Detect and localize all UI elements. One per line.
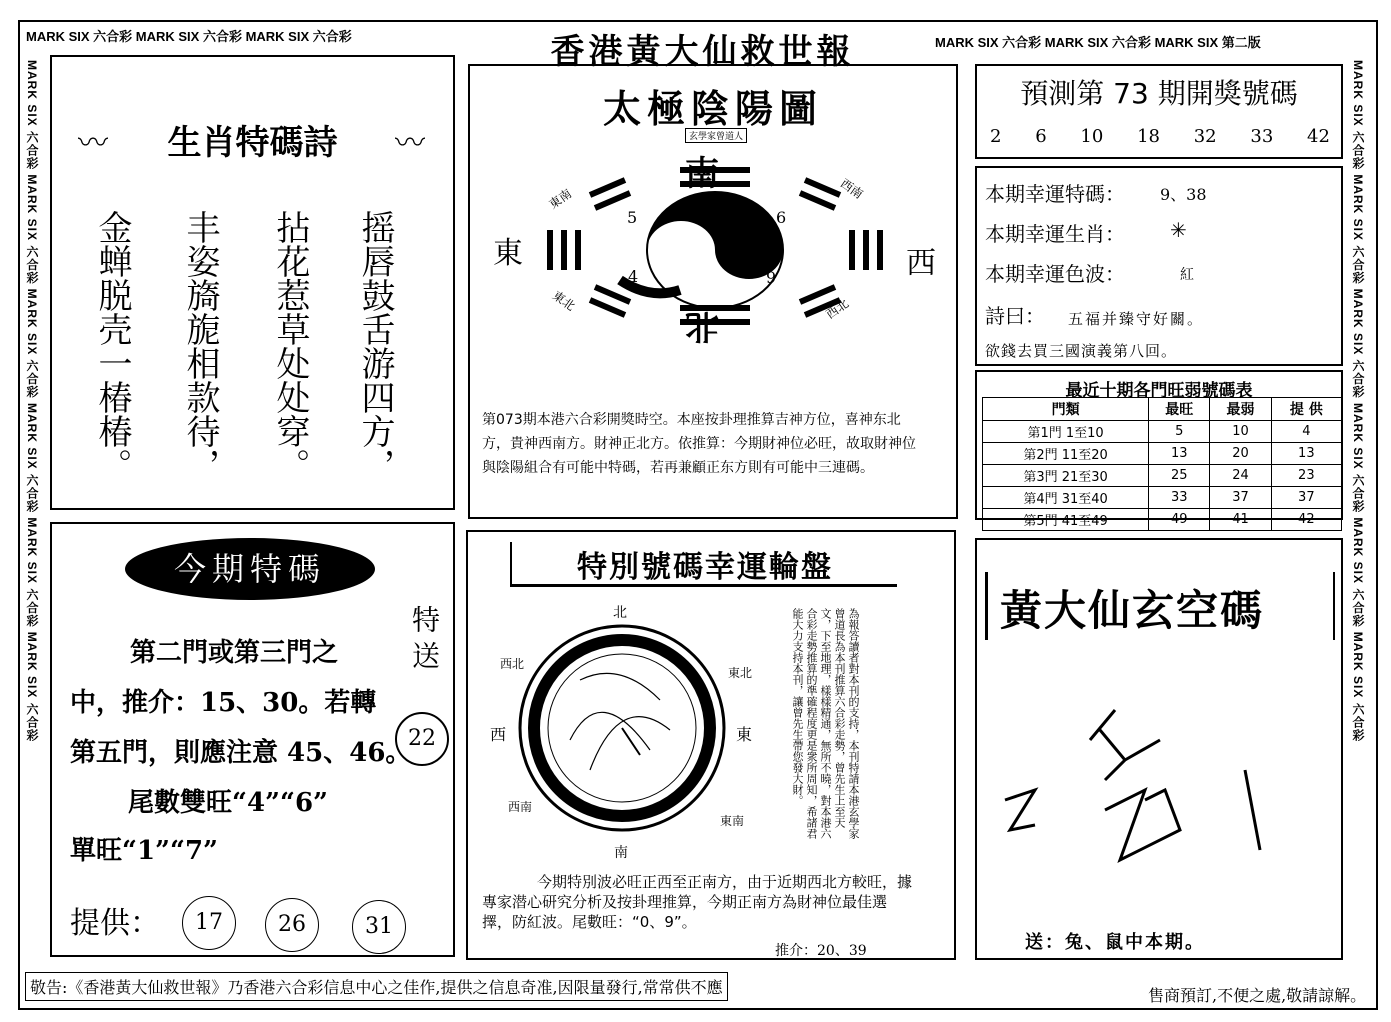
table-cell: 41: [1210, 509, 1271, 531]
table-cell: 13: [1149, 443, 1210, 465]
table-cell: 33: [1149, 487, 1210, 509]
wheel-dir-south: 南: [614, 845, 628, 861]
table-cell: 第4門 31至40: [983, 487, 1149, 509]
table-cell: 37: [1271, 487, 1341, 509]
prediction-number: 33: [1250, 126, 1274, 147]
xuankong-send: 送：兔、鼠中本期。: [1025, 932, 1205, 953]
wheel-dir-nw: 西北: [500, 657, 525, 671]
table-header-row: [983, 398, 1342, 421]
taiji-dir-ne: 東北: [549, 288, 578, 314]
table-header: 最弱: [1210, 398, 1271, 421]
taiji-caption: 玄學家曾道人: [685, 128, 747, 143]
lucky-wheel: [510, 620, 730, 835]
header-strip-left: MARK SIX 六合彩 MARK SIX 六合彩 MARK SIX 六合彩: [26, 29, 352, 44]
wheel-dir-west: 西: [490, 725, 507, 744]
prediction-number: 6: [1035, 126, 1047, 147]
prediction-title: 預測第 73 期開獎號碼: [1020, 77, 1298, 110]
wheel-vertical-text: 為報答讀者對本刊的支持，本刊特請本港玄學家曾道長為本刊推算六合彩走勢，曾先生上至天文，下至地理，樣樣精通，無所不曉，對本港六合彩走勢推算的準確程度更是衆所周知，希諸君能大力支持本刊，讓曾先生帶您發大財。: [791, 608, 860, 839]
taiji-dir-west: 西: [906, 246, 936, 281]
provide-number: 26: [265, 898, 319, 952]
poem-line-4: 金蝉脱壳一椿椿。: [92, 210, 132, 482]
provide-number: 31: [352, 900, 406, 954]
special-tesong-number: 22: [395, 712, 449, 766]
table-cell: 20: [1210, 443, 1271, 465]
taiji-num-3: 3: [728, 248, 739, 267]
lucky-special-value: 9、38: [1160, 185, 1207, 204]
table-cell: 37: [1210, 487, 1271, 509]
table-cell: 49: [1149, 509, 1210, 531]
special-tesong: 特送: [408, 605, 441, 677]
prediction-number: 10: [1080, 126, 1104, 147]
provide-number: 17: [182, 896, 236, 950]
lucky-color-label: 本期幸運色波：: [985, 262, 1125, 286]
masthead-title: 香港黃大仙救世報: [550, 32, 855, 72]
table-cell: 25: [1149, 465, 1210, 487]
poem-line-1: 摇唇鼓舌游四方，: [355, 210, 395, 482]
lucky-poem-label: 詩曰：: [985, 304, 1045, 328]
table-row: [983, 443, 1342, 465]
table-title: 最近十期各門旺弱號碼表: [1065, 381, 1253, 401]
taiji-dir-south: 南: [685, 154, 719, 194]
table-cell: 4: [1271, 421, 1341, 443]
table-cell: 第3門 21至30: [983, 465, 1149, 487]
lucky-poem-line2: 欲錢去買三國演義第八回。: [985, 342, 1178, 360]
prediction-number: 18: [1137, 126, 1160, 147]
table-cell: 第5門 41至49: [983, 509, 1149, 531]
special-line4: 尾數雙旺“4”“6”: [128, 788, 329, 818]
prediction-numbers: [990, 126, 1330, 147]
poem-line-3: 丰姿旖旎相款待，: [180, 210, 220, 482]
taiji-num-9: 9: [766, 268, 777, 287]
taiji-dir-east: 東: [493, 236, 523, 271]
table-cell: 13: [1271, 443, 1341, 465]
wheel-dir-ne: 東北: [728, 666, 753, 680]
wheel-dir-sw: 西南: [508, 800, 533, 814]
wheel-title: 特別號碼幸運輪盤: [577, 550, 833, 585]
xuankong-title: 黃大仙玄空碼: [1000, 586, 1265, 635]
prediction-number: 2: [990, 126, 1002, 147]
lucky-special-label: 本期幸運特碼：: [985, 182, 1125, 206]
wheel-bottom-text: 今期特別波必旺正西至正南方，由于近期西北方較旺，據專家潜心研究分析及按卦理推算，今期正南方為財神位最佳選擇，防紅波。尾數旺：“0、9”。: [482, 873, 913, 931]
table-row: [983, 509, 1342, 531]
taiji-dir-sw: 西南: [837, 176, 866, 202]
poem-title: 生肖特碼詩: [167, 123, 338, 163]
table-cell: 第2門 11至20: [983, 443, 1149, 465]
dragon-icon-left: 〰: [78, 126, 108, 161]
table-row: [983, 487, 1342, 509]
table-header: 最旺: [1149, 398, 1210, 421]
left-side-strip: MARK SIX 六合彩 MARK SIX 六合彩 MARK SIX 六合彩 MARK SIX 六合彩 MARK SIX 六合彩 MARK SIX 六合彩: [25, 60, 39, 742]
taiji-dir-se: 東南: [546, 186, 575, 212]
footer-right: 售商預訂,不便之處,敬請諒解。: [1148, 986, 1367, 1005]
taiji-text: 第073期本港六合彩開獎時空。本座按卦理推算吉神方位，喜神东北方，貴神西南方。財神正北方。依推算：今期財神位必旺，故取財神位與陰陽組合有可能中特碼，若再兼顧正东方則有可能中三連碼。: [482, 412, 916, 476]
special-line1: 第二門或第三門之: [130, 638, 339, 668]
table-cell: 42: [1271, 509, 1341, 531]
taiji-num-4: 4: [628, 267, 639, 286]
taiji-title: 太極陰陽圖: [602, 87, 823, 131]
lucky-poem-line1: 五福并臻守好關。: [1068, 310, 1205, 328]
table-cell: 第1門 1至10: [983, 421, 1149, 443]
taiji-dir-north: 北: [685, 306, 719, 346]
wheel-dir-east: 東: [736, 725, 753, 744]
wheel-recommend: 推介：20、39: [775, 943, 867, 959]
taiji-dir-nw: 西北: [823, 296, 852, 322]
prediction-number: 32: [1193, 126, 1217, 147]
right-side-strip: MARK SIX 六合彩 MARK SIX 六合彩 MARK SIX 六合彩 MARK SIX 六合彩 MARK SIX 六合彩 MARK SIX 六合彩: [1351, 60, 1365, 742]
lucky-zodiac-label: 本期幸運生肖：: [985, 222, 1125, 246]
table-header: 門類: [983, 398, 1149, 421]
number-table: [982, 397, 1342, 531]
handwritten-sketch: [995, 700, 1295, 870]
wheel-dir-se: 東南: [720, 814, 745, 828]
table-cell: 5: [1149, 421, 1210, 443]
header-strip-right: MARK SIX 六合彩 MARK SIX 六合彩 MARK SIX 第二版: [935, 35, 1261, 50]
table-cell: 23: [1271, 465, 1341, 487]
lucky-color-value: 紅: [1180, 267, 1194, 283]
table-row: [983, 421, 1342, 443]
taiji-num-6: 6: [776, 208, 787, 227]
table-cell: 24: [1210, 465, 1271, 487]
special-line5: 單旺“1”“7”: [70, 836, 219, 866]
taiji-num-8: 8: [666, 228, 677, 247]
special-line2: 中，推介：15、30。若轉: [70, 688, 377, 718]
poem-line-2: 拈花惹草处处穿。: [270, 210, 310, 482]
table-row: [983, 465, 1342, 487]
prediction-number: 42: [1307, 126, 1330, 147]
wheel-dir-north: 北: [613, 605, 627, 621]
dragon-icon-right: 〰: [395, 126, 425, 161]
table-cell: 10: [1210, 421, 1271, 443]
taiji-num-5: 5: [627, 208, 638, 227]
special-line3: 第五門，則應注意 45、46。: [70, 738, 412, 768]
table-header: 提 供: [1271, 398, 1341, 421]
special-provide-label: 提供：: [70, 906, 160, 941]
footer-left: 敬告:《香港黃大仙救世報》乃香港六合彩信息中心之佳作,提供之信息奇准,因限量發行,常常供不應: [25, 972, 728, 1001]
special-title: 今期特碼: [125, 538, 375, 600]
zodiac-sketch-icon: ✳: [1170, 218, 1187, 242]
